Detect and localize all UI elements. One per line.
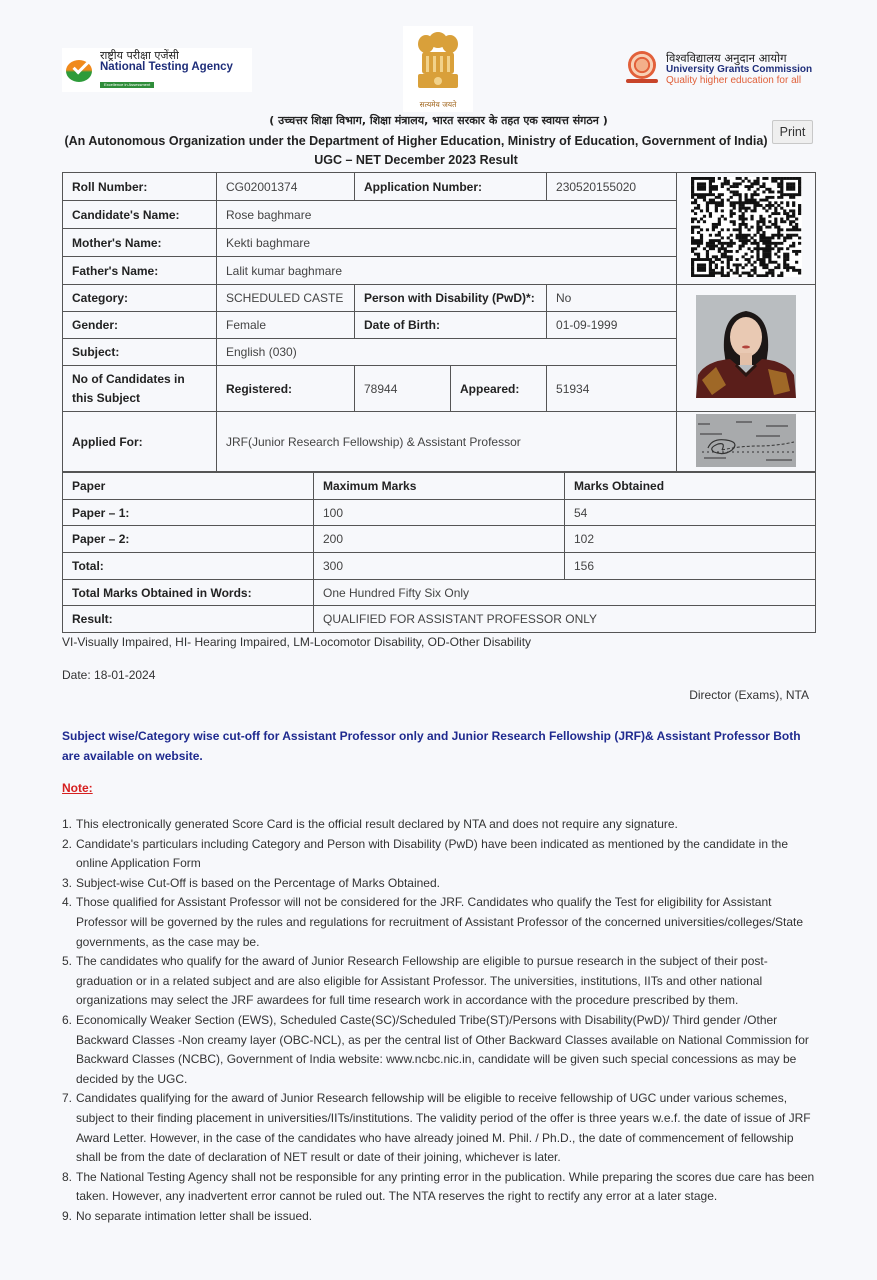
paper-max-marks: 100 (314, 499, 565, 526)
header-paper: Paper (63, 473, 314, 500)
notes-list (62, 815, 818, 1226)
ugc-hindi-name: विश्वविद्यालय अनुदान आयोग (666, 50, 787, 65)
page-header (0, 0, 877, 112)
nta-tagline: Excellence in Assessment (100, 82, 154, 88)
total-max-marks: 300 (314, 553, 565, 580)
print-button[interactable]: Print (772, 120, 813, 144)
note-number: 8. (62, 1169, 73, 1184)
result-value: QUALIFIED FOR ASSISTANT PROFESSOR ONLY (314, 606, 816, 633)
result-label: Result: (63, 606, 314, 633)
category-label: Category: (63, 285, 217, 312)
total-marks-obtained: 156 (565, 553, 816, 580)
subtitle-hindi: ( उच्चत्तर शिक्षा विभाग, शिक्षा मंत्रालय, भारत सरकार के तहत एक स्वायत्त संगठन ) (269, 114, 608, 127)
result-date: Date: 18-01-2024 (62, 668, 156, 682)
emblem-motto: सत्यमेव जयते (419, 100, 457, 109)
row-applied-for (63, 412, 816, 472)
director-signature-line: Director (Exams), NTA (689, 688, 809, 702)
candidate-photo (696, 295, 796, 398)
lion-capital-icon (413, 28, 463, 96)
note-text: Subject-wise Cut-Off is based on the Percentage of Marks Obtained. (76, 875, 440, 890)
note-item (62, 952, 818, 1011)
subtitle-english: (An Autonomous Organization under the Department of Higher Education, Ministry of Education, Government of India) (64, 134, 768, 148)
marks-row-total (63, 553, 816, 580)
person-photo-icon (696, 295, 796, 398)
paper-name: Paper – 2: (63, 526, 314, 553)
gender-label: Gender: (63, 312, 217, 339)
note-number: 2. (62, 836, 73, 851)
note-item (62, 835, 818, 874)
paper-marks-obtained: 54 (565, 499, 816, 526)
ugc-english-name: University Grants Commission (666, 64, 813, 76)
subject-label: Subject: (63, 339, 217, 366)
registered-label: Registered: (217, 366, 355, 412)
marks-header-row (63, 473, 816, 500)
paper-marks-obtained: 102 (565, 526, 816, 553)
qr-cell (677, 173, 816, 285)
note-item (62, 1168, 818, 1207)
marks-row (63, 526, 816, 553)
note-text: This electronically generated Score Card is the official result declared by NTA and does not require any signature. (76, 817, 678, 831)
mother-name-value: Kekti baghmare (217, 229, 677, 257)
appeared-label: Appeared: (451, 366, 547, 412)
note-number: 6. (62, 1012, 73, 1027)
total-label: Total: (63, 553, 314, 580)
note-text: Candidates qualifying for the award of Junior Research fellowship will be eligible to receive fellowship of UGC under various schemes, subject to their finding placement in universities/IITs/institutions. The validity period of the offer is three years w.e.f. the date of issue of JRF Award Letter. However, in the case of the candidates who have already joined M. Phil. / Ph.D., the date of commencement of fellowship shall be from the date of declaration of NET result or date of their joining, whichever is later. (76, 1091, 811, 1165)
note-number: 4. (62, 895, 73, 910)
pwd-value: No (547, 285, 677, 312)
appeared-value: 51934 (547, 366, 677, 412)
dob-label: Date of Birth: (355, 312, 547, 339)
note-number: 9. (62, 1208, 73, 1223)
nta-hindi-name: राष्ट्रीय परीक्षा एजेंसी (100, 49, 179, 63)
note-text: No separate intimation letter shall be issued. (76, 1208, 313, 1223)
national-emblem (403, 26, 473, 112)
note-number: 7. (62, 1091, 73, 1106)
application-number-value: 230520155020 (547, 173, 677, 201)
marks-in-words-value: One Hundred Fifty Six Only (314, 579, 816, 606)
candidate-count-label: No of Candidates in this Subject (63, 366, 217, 412)
note-text: The National Testing Agency shall not be responsible for any printing error in the publication. While preparing the scores due care has been taken. However, any inadvertent error cannot be ruled out. The NTA reserves the right to rectify any error at a later stage. (76, 1169, 815, 1204)
cutoff-notice: Subject wise/Category wise cut-off for Assistant Professor only and Junior Research Fellowship (JRF)& Assistant Professor Both are available on website. (62, 729, 801, 763)
marks-words-row (63, 579, 816, 606)
note-item (62, 893, 818, 952)
note-text: The candidates who qualify for the award of Junior Research Fellowship are eligible to pursue research in the subject of their post-graduation or in a related subject and are also eligible for Assistant Professor. The universities, institutions, IITs and other national organizations may select the JRF awardees for full time research work in accordance with the procedure prescribed by them. (76, 954, 768, 1008)
ugc-logo (624, 46, 820, 92)
marks-table (62, 472, 816, 633)
roll-number-label: Roll Number: (63, 173, 217, 201)
note-heading: Note: (62, 781, 93, 795)
nta-english-name: National Testing Agency (100, 61, 233, 74)
header-maximum-marks: Maximum Marks (314, 473, 565, 500)
note-item (62, 1011, 818, 1089)
qr-code-icon (690, 177, 802, 277)
page-title: UGC – NET December 2023 Result (314, 153, 518, 167)
signature-cell (677, 412, 816, 472)
qr-code (690, 177, 802, 277)
note-text: Candidate's particulars including Category and Person with Disability (PwD) have been indicated as mentioned by the candidate in the online Application Form (76, 836, 789, 871)
roll-number-value: CG02001374 (217, 173, 355, 201)
father-name-label: Father's Name: (63, 257, 217, 285)
note-text: Economically Weaker Section (EWS), Scheduled Caste(SC)/Scheduled Tribe(ST)/Persons with Disability(PwD)/ Third gender /Other Backward Classes -Non creamy layer (OBC-NCL), as per the central list of Other Backward Classes available on National Commission for Backward Classes (NCBC), Government of India website: www.ncbc.nic.in, candidate will be given such special concessions as may be decided by the UGC. (76, 1012, 809, 1086)
result-row (63, 606, 816, 633)
subject-value: English (030) (217, 339, 677, 366)
row-category (63, 285, 816, 312)
gender-value: Female (217, 312, 355, 339)
candidate-info-table (62, 172, 816, 472)
application-number-label: Application Number: (355, 173, 547, 201)
disability-legend: VI-Visually Impaired, HI- Hearing Impaired, LM-Locomotor Disability, OD-Other Disability (62, 635, 532, 649)
row-roll-number (63, 173, 816, 201)
ugc-tagline: Quality higher education for all (666, 75, 802, 87)
dob-value: 01-09-1999 (547, 312, 677, 339)
nta-logo (62, 48, 252, 92)
header-marks-obtained: Marks Obtained (565, 473, 816, 500)
ugc-sun-icon (624, 49, 660, 89)
applied-for-label: Applied For: (63, 412, 217, 472)
nta-check-icon (66, 56, 94, 84)
note-item (62, 1207, 818, 1227)
candidate-name-label: Candidate's Name: (63, 201, 217, 229)
note-number: 5. (62, 954, 73, 969)
marks-row (63, 499, 816, 526)
pwd-label: Person with Disability (PwD)*: (355, 285, 547, 312)
father-name-value: Lalit kumar baghmare (217, 257, 677, 285)
note-item (62, 874, 818, 894)
note-number: 1. (62, 817, 73, 831)
note-text: Those qualified for Assistant Professor will not be considered for the JRF. Candidates who qualify the Test for eligibility for Assistant Professor will be governed by the rules and regulations for recruitment of Assistant Professor of the concerned universities/colleges/State governments, as the case may be. (76, 895, 804, 949)
signature-icon (696, 414, 796, 467)
paper-max-marks: 200 (314, 526, 565, 553)
paper-name: Paper – 1: (63, 499, 314, 526)
category-value: SCHEDULED CASTE (217, 285, 355, 312)
note-number: 3. (62, 875, 73, 890)
mother-name-label: Mother's Name: (63, 229, 217, 257)
registered-value: 78944 (355, 366, 451, 412)
note-item (62, 1089, 818, 1167)
candidate-name-value: Rose baghmare (217, 201, 677, 229)
marks-in-words-label: Total Marks Obtained in Words: (63, 579, 314, 606)
photo-cell (677, 285, 816, 412)
candidate-signature (696, 414, 796, 467)
applied-for-value: JRF(Junior Research Fellowship) & Assistant Professor (217, 412, 677, 472)
note-item (62, 815, 818, 835)
